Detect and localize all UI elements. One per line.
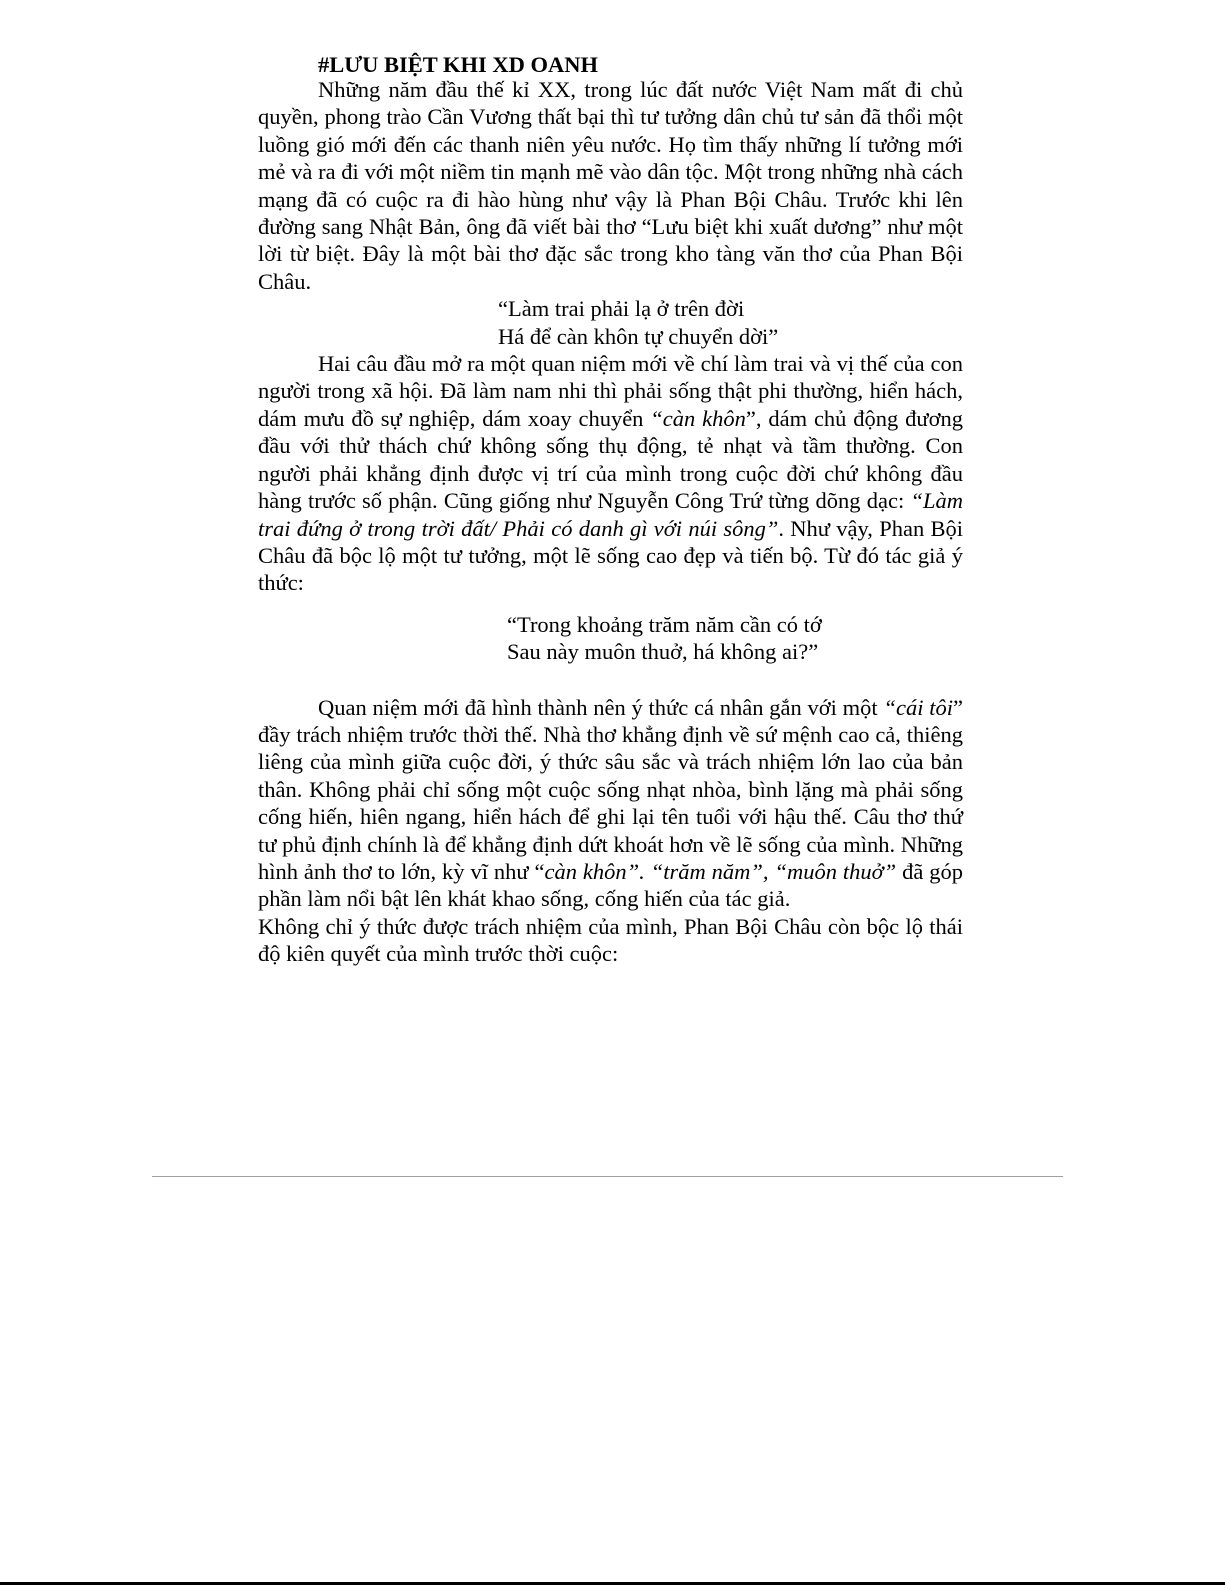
document-title: #LƯU BIỆT KHI XD OANH — [318, 52, 599, 77]
poem-line: “Trong khoảng trăm năm cần có tớ — [507, 611, 822, 637]
text-run: đã góp phần làm nổi bật lên khát khao sống, cống hiến của tác giả. — [258, 858, 963, 912]
poem-line: Sau này muôn thuở, há không ai?” — [507, 639, 819, 665]
italic-quote: “Làm trai đứng ở trong trời đất/ Phải có danh gì với núi sông” — [258, 488, 963, 541]
text-run: Quan niệm mới đã hình thành nên ý thức cá nhân gắn với một — [318, 694, 884, 720]
text-run: . Như vậy, Phan Bội Châu đã bộc lộ một tư tưởng, một lẽ sống cao đẹp và tiến bộ. Từ đó tác giả ý thức: — [258, 515, 964, 596]
poem-line: “Làm trai phải lạ ở trên đời — [498, 296, 745, 322]
text-run: Hai câu đầu mở ra một quan niệm mới về chí làm trai và vị thế của con người trong xã hội. Đã làm nam nhi thì phải sống thật phi thường, hiển hách, dám mưu đồ sự nghiệp, dám xoay chuyển — [258, 351, 963, 431]
italic-quote: “càn khôn — [650, 405, 746, 431]
paragraph-intro: Những năm đầu thế kỉ XX, trong lúc đất nước Việt Nam mất đi chủ quyền, phong trào Cần Vương thất bại thì tư tưởng dân chủ tư sản đã thổi một luồng gió mới đến các thanh niên yêu nước. Họ tìm thấy những lí tưởng mới mẻ và ra đi với một niềm tin mạnh mẽ vào dân tộc. Một trong những nhà cách mạng đã có cuộc ra đi hào hùng như vậy là Phan Bội Châu. Trước khi lên đường sang Nhật Bản, ông đã viết bài thơ “Lưu biệt khi xuất dương” như một lời từ biệt. Đây là một bài thơ đặc sắc trong kho tàng văn thơ của Phan Bội Châu. — [258, 77, 963, 294]
paragraph-analysis-1 — [258, 350, 963, 597]
text-run: ” đầy trách nhiệm trước thời thế. Nhà thơ khẳng định về sứ mệnh cao cả, thiêng liêng của mình giữa cuộc đời, ý thức sâu sắc và trách nhiệm lớn lao của bản thân. Không phải chỉ sống một cuộc sống nhạt nhòa, bình lặng mà phải sống cống hiến, hiên ngang, hiển hách để ghi lại tên tuổi với hậu thế. Câu thơ thứ tư phủ định chính là để khẳng định dứt khoát hơn về lẽ sống của mình. Những hình ảnh thơ to lớn, kỳ vĩ như “ — [258, 694, 963, 884]
page-divider — [152, 1176, 1063, 1177]
poem-excerpt-2 — [507, 611, 963, 666]
paragraph-transition: Không chỉ ý thức được trách nhiệm của mình, Phan Bội Châu còn bộc lộ thái độ kiên quyết của mình trước thời cuộc: — [258, 913, 963, 967]
text-run: ”, dám chủ động đương đầu với thử thách chứ không sống thụ động, tẻ nhạt và tầm thường. Con người phải khẳng định được vị trí của mình trong cuộc đời chứ không đầu hàng trước số phận. Cũng giống như Nguyễn Công Trứ từng dõng dạc: — [258, 405, 963, 514]
italic-quote: càn khôn”. “trăm năm”, “muôn thuở” — [544, 858, 897, 884]
document-page — [258, 52, 963, 968]
italic-quote: “cái tôi — [883, 694, 953, 720]
poem-excerpt-1 — [498, 295, 963, 350]
paragraph-analysis-2 — [258, 694, 963, 913]
poem-line: Há để càn khôn tự chuyển dời” — [498, 323, 779, 349]
